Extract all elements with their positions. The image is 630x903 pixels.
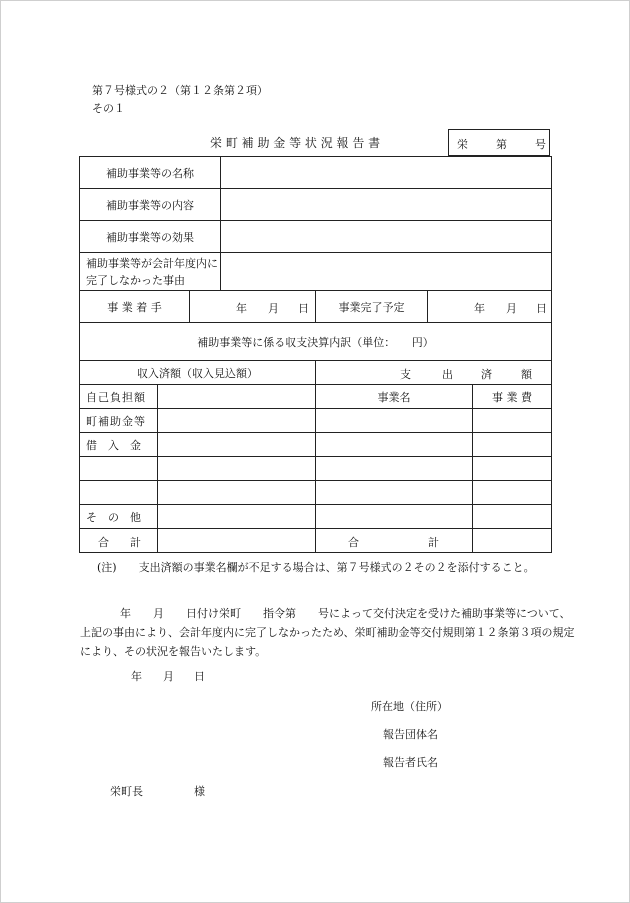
income-row-label: [80, 457, 158, 481]
expense-total-2: 計: [428, 536, 439, 549]
field-project-name[interactable]: [221, 157, 552, 189]
reason-line-2: 完了しなかった事由: [86, 273, 185, 287]
stamp-char-3: 号: [535, 138, 546, 151]
income-row-value[interactable]: [158, 505, 316, 529]
expense-cost-cell[interactable]: [473, 409, 552, 433]
budget-table: [79, 322, 552, 553]
income-header: 収入済額（収入見込額）: [80, 361, 316, 385]
income-row-value[interactable]: [158, 385, 316, 409]
end-month: 月: [506, 302, 517, 315]
sig-reporter: 報告者氏名: [383, 756, 438, 769]
expense-name-cell[interactable]: [316, 505, 473, 529]
expense-name-cell[interactable]: [316, 409, 473, 433]
note: (注) 支出済額の事業名欄が不足する場合は、第７号様式の２その２を添付すること。: [97, 561, 535, 574]
end-day: 日: [536, 302, 547, 315]
expense-cost-cell[interactable]: [473, 433, 552, 457]
expense-name-cell[interactable]: [316, 457, 473, 481]
addressee-name: 栄町長: [110, 785, 143, 798]
field-start-date[interactable]: [190, 291, 316, 323]
body-line-2: 上記の事由により、会計年度内に完了しなかったため、栄町補助金等交付規則第１２条第３項の規定: [80, 626, 575, 639]
expense-header-3: 済: [481, 368, 492, 381]
income-total-label: [80, 529, 158, 553]
field-incomplete-reason[interactable]: [221, 253, 552, 291]
income-row-label: 借 入 金: [80, 433, 158, 457]
expense-header-2: 出: [442, 368, 453, 381]
body-line-3: により、その状況を報告いたします。: [80, 645, 267, 658]
reason-line-1: 補助事業等が会計年度内に: [86, 256, 218, 270]
stamp-char-2: 第: [496, 138, 507, 151]
expense-header: [316, 361, 552, 385]
income-row-value[interactable]: [158, 481, 316, 505]
expense-total-label: [316, 529, 473, 553]
income-row-value[interactable]: [158, 433, 316, 457]
addressee-honorific: 様: [194, 785, 205, 798]
form-part: その１: [92, 102, 125, 115]
stamp-char-1: 栄: [457, 138, 468, 151]
income-total-value[interactable]: [158, 529, 316, 553]
expense-header-1: 支: [400, 368, 411, 381]
expense-cost-cell[interactable]: [473, 481, 552, 505]
label-project-name: 補助事業等の名称: [80, 157, 221, 189]
expense-cost-cell[interactable]: [473, 457, 552, 481]
label-start: 事 業 着 手: [80, 291, 190, 323]
budget-title: 補助事業等に係る収支決算内訳（単位： 円）: [80, 323, 552, 361]
dates-table: [79, 290, 552, 323]
project-info-table: [79, 156, 552, 291]
field-end-date[interactable]: [428, 291, 552, 323]
income-row-label: 町補助金等: [80, 409, 158, 433]
reference-number-box: [448, 129, 550, 156]
body-line-1: 年 月 日付け栄町 指令第 号によって交付決定を受けた補助事業等について、: [120, 607, 571, 620]
field-project-effect[interactable]: [221, 221, 552, 253]
start-day: 日: [298, 302, 309, 315]
report-month: 月: [163, 670, 174, 683]
income-row-label: 自己負担額: [80, 385, 158, 409]
label-end: 事業完了予定: [316, 291, 428, 323]
sig-org: 報告団体名: [383, 728, 438, 741]
sig-address: 所在地（住所）: [371, 700, 448, 713]
expense-header-4: 額: [521, 368, 532, 381]
expense-name-cell[interactable]: [316, 433, 473, 457]
expense-cost-cell[interactable]: [473, 505, 552, 529]
income-row-label: そ の 他: [80, 505, 158, 529]
report-day: 日: [194, 670, 205, 683]
label-project-content: 補助事業等の内容: [80, 189, 221, 221]
start-year: 年: [236, 302, 247, 315]
label-project-effect: 補助事業等の効果: [80, 221, 221, 253]
form-title: 栄 町 補 助 金 等 状 況 報 告 書: [210, 136, 381, 150]
field-project-content[interactable]: [221, 189, 552, 221]
income-row-label: [80, 481, 158, 505]
end-year: 年: [474, 302, 485, 315]
label-incomplete-reason: [80, 253, 221, 291]
expense-total-value[interactable]: [473, 529, 552, 553]
expense-col-cost: 事 業 費: [473, 385, 552, 409]
income-row-value[interactable]: [158, 457, 316, 481]
report-year: 年: [131, 670, 142, 683]
expense-total-1: 合: [348, 536, 359, 549]
income-total-2: 計: [130, 536, 141, 549]
expense-name-cell[interactable]: [316, 481, 473, 505]
income-row-value[interactable]: [158, 409, 316, 433]
start-month: 月: [268, 302, 279, 315]
form-number: 第７号様式の２（第１２条第２項）: [92, 84, 268, 97]
income-total-1: 合: [98, 536, 109, 549]
expense-col-name: 事業名: [316, 385, 473, 409]
